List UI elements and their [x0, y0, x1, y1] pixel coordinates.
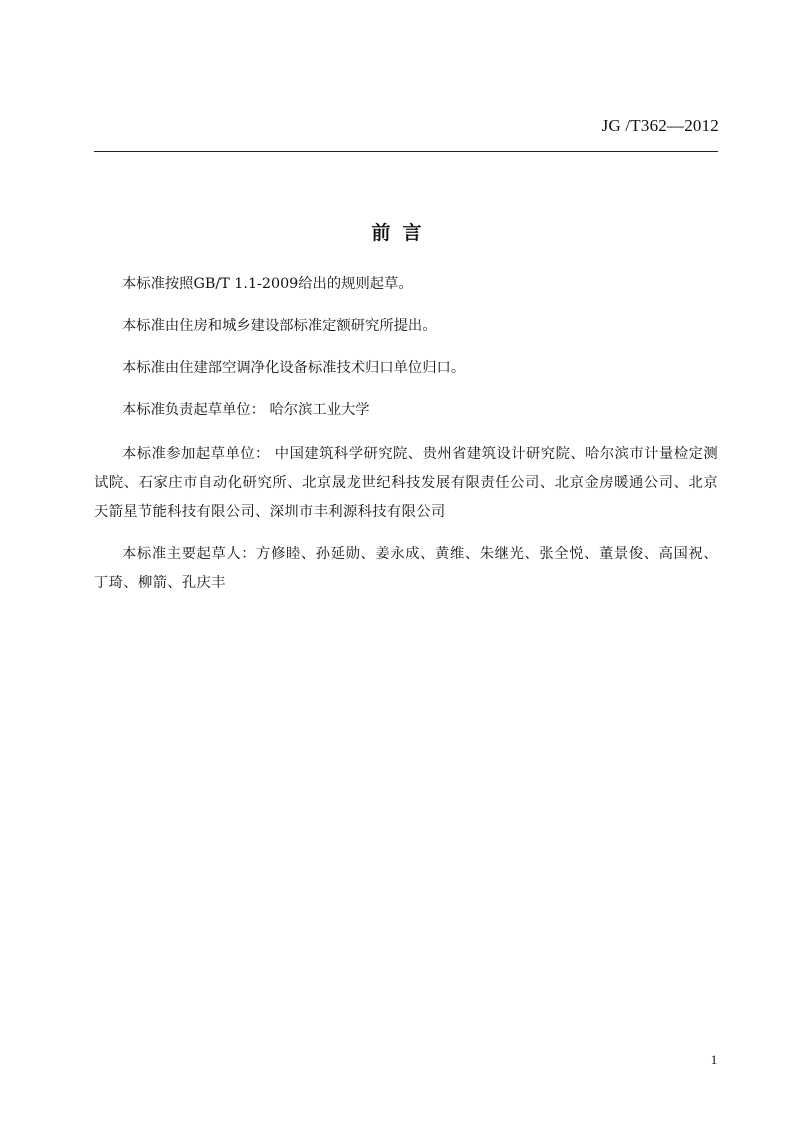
foreword-title: 前言: [371, 221, 434, 244]
participating-units-paragraph: 本标准参加起草单位： 中国建筑科学研究院、贵州省建筑设计研究院、哈尔滨市计量检定测试院、石家庄市自动化研究所、北京晟龙世纪科技发展有限责任公司、北京金房暖通公司、北京天箭星节能科技有限公司、深圳市丰利源科技有限公司: [94, 446, 718, 520]
proposer-paragraph: 本标准由住房和城乡建设部标准定额研究所提出。: [122, 318, 437, 334]
page-number: 1: [710, 1052, 718, 1067]
lead-drafting-unit-paragraph: 本标准负责起草单位： 哈尔滨工业大学: [122, 402, 370, 418]
drafting-rules-paragraph: 本标准按照GB/T 1.1-2009给出的规则起草。: [122, 276, 413, 292]
standard-code: JG /T362—2012: [601, 116, 719, 135]
main-drafters-paragraph: 本标准主要起草人：方修睦、孙延勋、姜永成、黄维、朱继光、张全悦、董景俊、高国祝、丁琦、柳箭、孔庆丰: [94, 546, 718, 591]
centralized-unit-paragraph: 本标准由住建部空调净化设备标准技术归口单位归口。: [122, 360, 466, 376]
header-rule: [94, 151, 718, 152]
